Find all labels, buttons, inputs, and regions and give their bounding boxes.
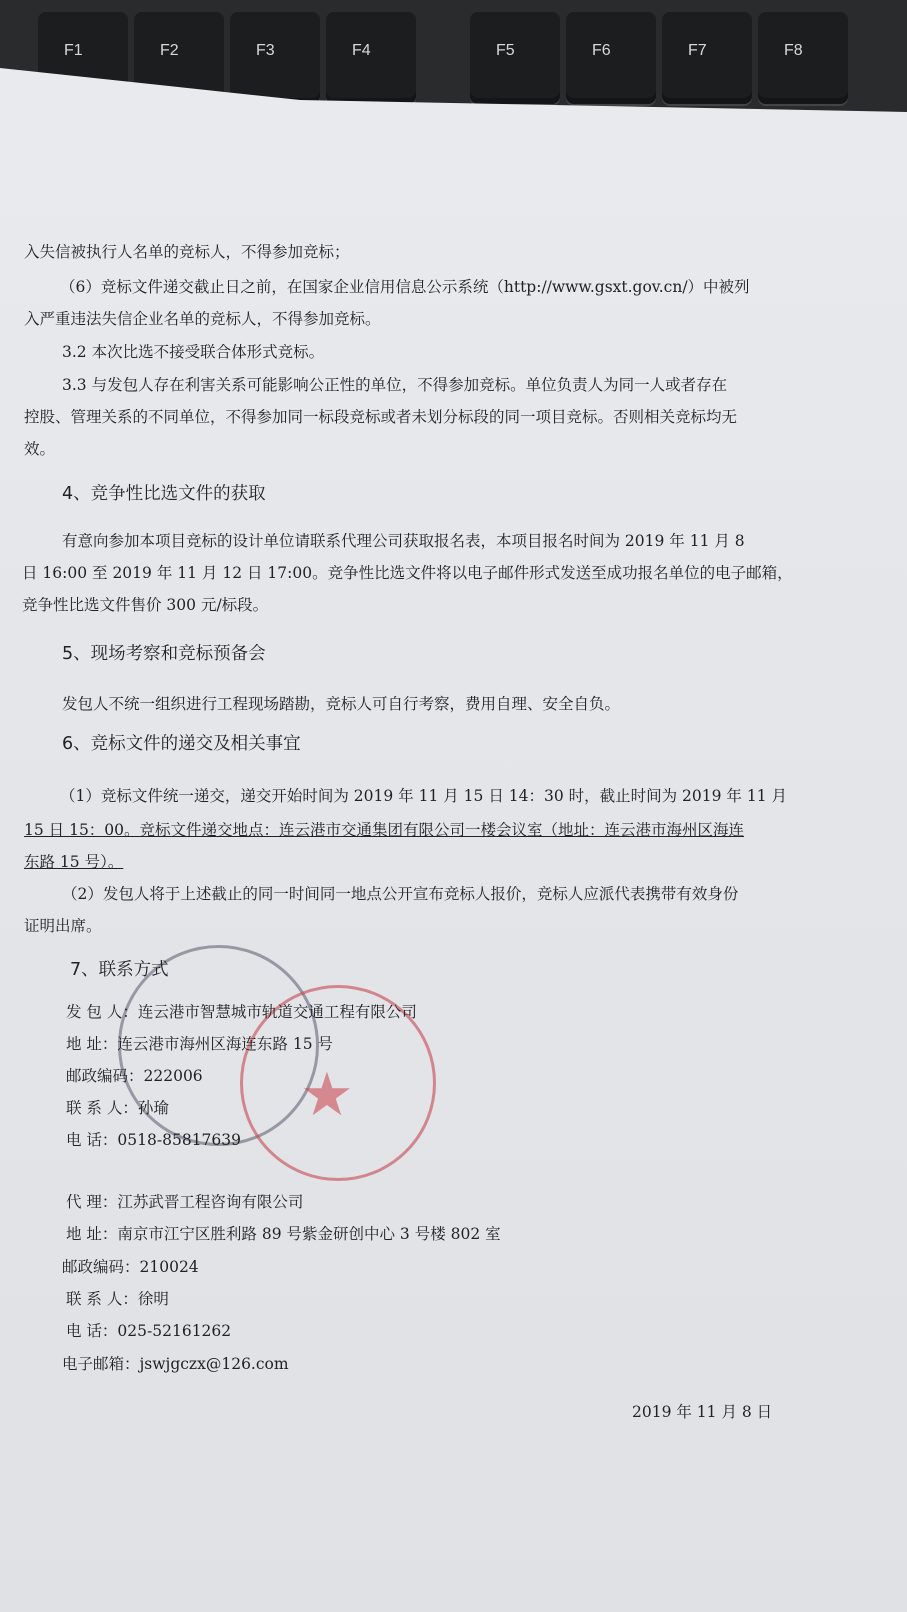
- section-heading-7: 7、联系方式: [70, 960, 169, 980]
- key-f1: F1: [38, 12, 128, 104]
- para-line: （6）竞标文件递交截止日之前，在国家企业信用信息公示系统（http://www.gsxt.gov.cn/）中被列: [60, 278, 750, 296]
- contact-line: 地 址：连云港市海州区海连东路 15 号: [66, 1035, 334, 1053]
- para-line: 入失信被执行人名单的竞标人，不得参加竞标；: [24, 243, 350, 261]
- para-line: 15 日 15：00。竞标文件递交地点：连云港市交通集团有限公司一楼会议室（地址：连云港市海州区海连: [24, 821, 745, 839]
- key-f3: F3: [230, 12, 320, 104]
- para-line: 控股、管理关系的不同单位，不得参加同一标段竞标或者未划分标段的同一项目竞标。否则相关竞标均无: [24, 408, 738, 426]
- para-line: 3.2 本次比选不接受联合体形式竞标。: [62, 343, 325, 361]
- section-heading-6: 6、竞标文件的递交及相关事宜: [62, 734, 301, 754]
- agent-line: 电子邮箱：jswjgczx@126.com: [62, 1355, 289, 1373]
- para-line: 东路 15 号）。: [24, 853, 124, 871]
- key-f4: F4: [326, 12, 416, 104]
- para-line: 日 16:00 至 2019 年 11 月 12 日 17:00。竞争性比选文件将以电子邮件形式发送至成功报名单位的电子邮箱，: [22, 564, 793, 582]
- para-line: 证明出席。: [24, 917, 102, 935]
- key-f2: F2: [134, 12, 224, 104]
- section-heading-4: 4、竞争性比选文件的获取: [62, 484, 266, 504]
- para-line: 入严重违法失信企业名单的竞标人，不得参加竞标。: [24, 310, 381, 328]
- section-heading-5: 5、现场考察和竞标预备会: [62, 644, 266, 664]
- para-line: 效。: [24, 440, 56, 458]
- contact-line: 电 话：0518-85817639: [66, 1131, 242, 1149]
- key-f6: F6: [566, 12, 656, 104]
- key-f8: F8: [758, 12, 848, 104]
- key-f7: F7: [662, 12, 752, 104]
- para-line: 发包人不统一组织进行工程现场踏勘，竞标人可自行考察，费用自理、安全自负。: [62, 695, 621, 713]
- seal-star-icon: ★: [300, 1060, 354, 1130]
- para-line: （1）竞标文件统一递交，递交开始时间为 2019 年 11 月 15 日 14：30 时，截止时间为 2019 年 11 月: [60, 787, 787, 805]
- document-date: 2019 年 11 月 8 日: [632, 1403, 773, 1421]
- contact-line: 联 系 人：孙瑜: [66, 1099, 169, 1117]
- agent-line: 代 理：江苏武晋工程咨询有限公司: [66, 1193, 304, 1211]
- agent-line: 电 话：025-52161262: [66, 1322, 232, 1340]
- agent-line: 地 址：南京市江宁区胜利路 89 号紫金研创中心 3 号楼 802 室: [66, 1225, 501, 1243]
- contact-line: 邮政编码：222006: [66, 1067, 203, 1085]
- para-line: 竞争性比选文件售价 300 元/标段。: [22, 596, 269, 614]
- agent-line: 联 系 人：徐明: [66, 1290, 169, 1308]
- contact-line: 发 包 人：连云港市智慧城市轨道交通工程有限公司: [66, 1003, 417, 1021]
- para-line: 3.3 与发包人存在利害关系可能影响公正性的单位，不得参加竞标。单位负责人为同一人或者存在: [62, 376, 728, 394]
- agent-line: 邮政编码：210024: [62, 1258, 199, 1276]
- para-line: 有意向参加本项目竞标的设计单位请联系代理公司获取报名表，本项目报名时间为 2019 年 11 月 8: [62, 532, 745, 550]
- para-line: （2）发包人将于上述截止的同一时间同一地点公开宣布竞标人报价，竞标人应派代表携带有效身份: [62, 885, 739, 903]
- key-f5: F5: [470, 12, 560, 104]
